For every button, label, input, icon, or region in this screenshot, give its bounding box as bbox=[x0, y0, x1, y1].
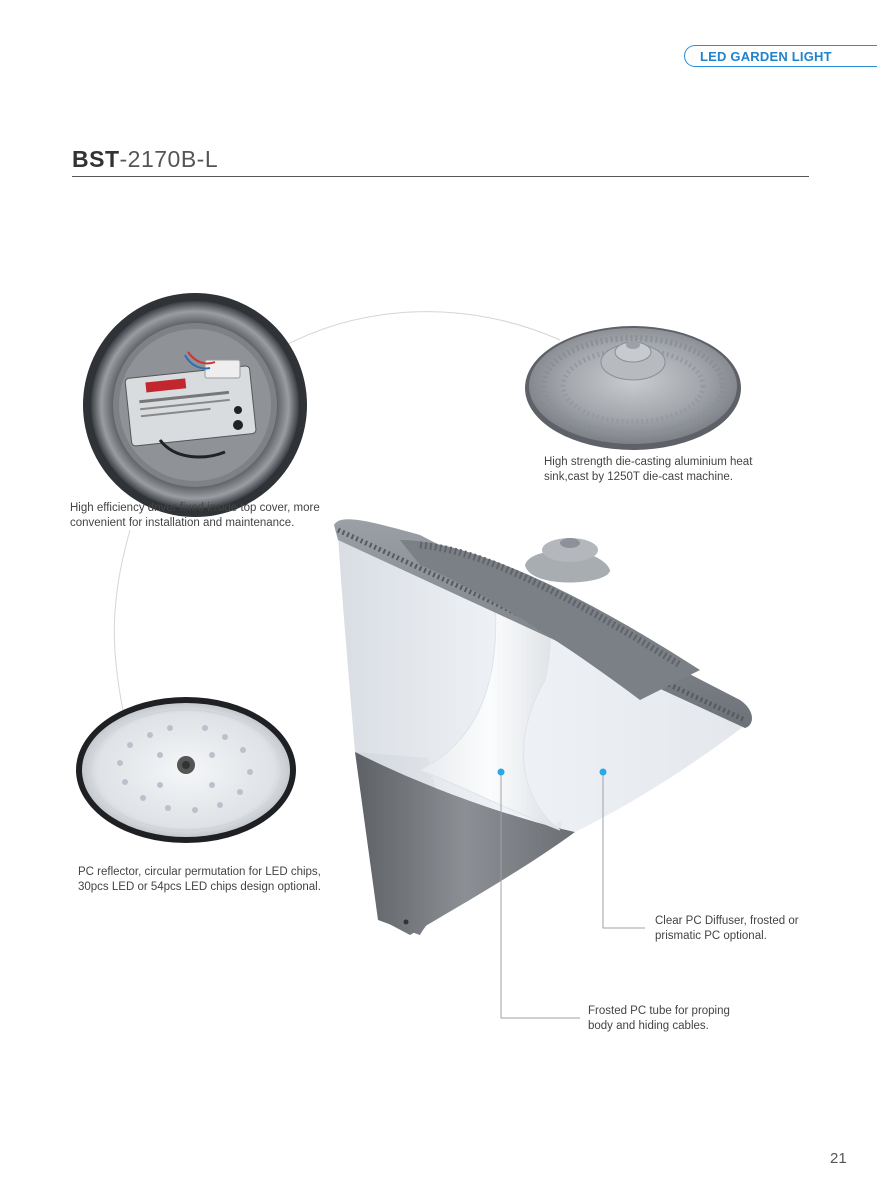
caption-reflector-line2: 30pcs LED or 54pcs LED chips design optional. bbox=[78, 881, 321, 893]
section-tag: LED GARDEN LIGHT bbox=[700, 49, 832, 64]
model-suffix: -2170B-L bbox=[119, 146, 219, 172]
heat-sink-image bbox=[525, 326, 741, 450]
caption-driver-line2: convenient for installation and maintenance. bbox=[70, 517, 295, 529]
callout-dot-diffuser bbox=[600, 769, 607, 776]
caption-driver bbox=[70, 501, 320, 531]
connector-arc-left bbox=[114, 530, 130, 720]
caption-heat-sink-line1: High strength die-casting aluminium heat bbox=[544, 456, 753, 468]
caption-reflector-line1: PC reflector, circular permutation for LED chips, bbox=[78, 866, 321, 878]
caption-heat-sink-line2: sink,cast by 1250T die-cast machine. bbox=[544, 471, 733, 483]
connector-arc-top bbox=[268, 312, 560, 355]
caption-tube-line2: body and hiding cables. bbox=[588, 1020, 709, 1032]
caption-diffuser-line2: prismatic PC optional. bbox=[655, 930, 767, 942]
caption-tube bbox=[588, 1004, 730, 1034]
garden-light-main-image bbox=[334, 519, 752, 935]
caption-diffuser-line1: Clear PC Diffuser, frosted or bbox=[655, 915, 799, 927]
caption-reflector bbox=[78, 865, 321, 895]
page-number: 21 bbox=[830, 1150, 847, 1167]
pc-reflector-image bbox=[76, 697, 296, 843]
callout-dot-tube bbox=[498, 769, 505, 776]
driver-top-cover-image bbox=[83, 293, 307, 517]
caption-tube-line1: Frosted PC tube for proping bbox=[588, 1005, 730, 1017]
caption-driver-line1: High efficiency driver fixed inside top cover, more bbox=[70, 502, 320, 514]
caption-heat-sink bbox=[544, 455, 752, 485]
model-prefix: BST bbox=[72, 146, 120, 172]
caption-diffuser bbox=[655, 914, 799, 944]
